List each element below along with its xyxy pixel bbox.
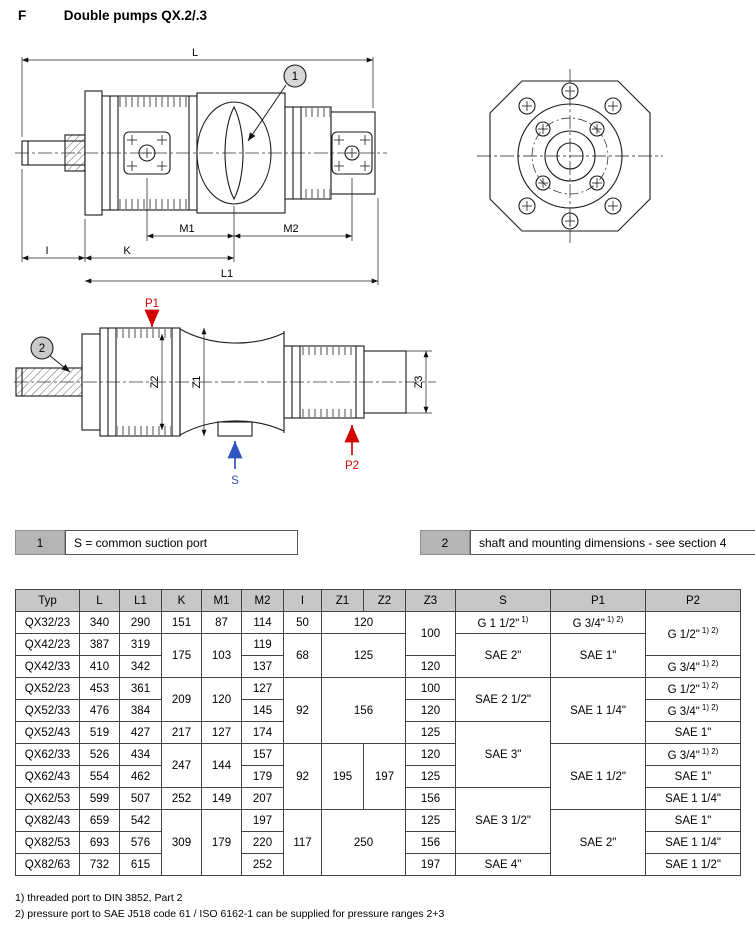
value-cell: 319 <box>120 634 162 656</box>
type-cell: QX52/33 <box>16 700 80 722</box>
value-cell: 209 <box>162 678 202 722</box>
value-cell: 732 <box>80 854 120 876</box>
value-cell: 207 <box>242 788 284 810</box>
value-cell: G 3/4" $^{1) 2)}$ <box>551 612 646 634</box>
footnotes <box>15 891 444 923</box>
value-cell: 125 <box>322 634 406 678</box>
type-cell: QX82/53 <box>16 832 80 854</box>
value-cell: 526 <box>80 744 120 766</box>
dimension-table-body <box>16 612 741 876</box>
value-cell: 599 <box>80 788 120 810</box>
value-cell: 145 <box>242 700 284 722</box>
value-cell: 290 <box>120 612 162 634</box>
value-cell: 92 <box>284 678 322 744</box>
column-header: K <box>162 590 202 612</box>
column-header: Z1 <box>322 590 364 612</box>
value-cell: 156 <box>406 788 456 810</box>
dim-label-M2: M2 <box>283 223 299 235</box>
balloon-2-number: 2 <box>38 343 46 355</box>
value-cell: G 3/4" $^{1) 2)}$ <box>646 656 741 678</box>
balloon-2 <box>31 337 70 372</box>
value-cell: 137 <box>242 656 284 678</box>
value-cell: 247 <box>162 744 202 788</box>
value-cell: SAE 1 1/2" <box>551 744 646 810</box>
dim-label-Z3: Z3 <box>413 375 425 389</box>
type-cell: QX52/23 <box>16 678 80 700</box>
type-cell: QX32/23 <box>16 612 80 634</box>
value-cell: 156 <box>406 832 456 854</box>
type-cell: QX62/33 <box>16 744 80 766</box>
value-cell: 125 <box>406 810 456 832</box>
value-cell: SAE 1 1/4" <box>551 678 646 744</box>
value-cell: 127 <box>242 678 284 700</box>
value-cell: 252 <box>162 788 202 810</box>
column-header: L1 <box>120 590 162 612</box>
port-label-s: S <box>231 475 239 487</box>
value-cell: 117 <box>284 810 322 876</box>
value-cell: SAE 3 1/2" <box>456 788 551 854</box>
table-row <box>16 634 741 656</box>
column-header: Typ <box>16 590 80 612</box>
type-cell: QX52/43 <box>16 722 80 744</box>
column-header: Z3 <box>406 590 456 612</box>
value-cell: 361 <box>120 678 162 700</box>
type-cell: QX82/43 <box>16 810 80 832</box>
dim-label-M1: M1 <box>179 223 195 235</box>
type-cell: QX62/53 <box>16 788 80 810</box>
table-row <box>16 678 741 700</box>
value-cell: 197 <box>406 854 456 876</box>
value-cell: G 1/2" $^{1) 2)}$ <box>646 612 741 656</box>
value-cell: 125 <box>406 722 456 744</box>
value-cell: G 3/4" $^{1) 2)}$ <box>646 744 741 766</box>
dim-label-L: L <box>191 47 199 59</box>
column-header: S <box>456 590 551 612</box>
column-header: Z2 <box>364 590 406 612</box>
column-header: P1 <box>551 590 646 612</box>
value-cell: 252 <box>242 854 284 876</box>
drawing-top <box>15 44 740 296</box>
value-cell: 462 <box>120 766 162 788</box>
type-cell: QX62/43 <box>16 766 80 788</box>
value-cell: 175 <box>162 634 202 678</box>
value-cell: 659 <box>80 810 120 832</box>
value-cell: 120 <box>202 678 242 722</box>
table-row <box>16 744 741 766</box>
footnote: 2) pressure port to SAE J518 code 61 / ISO 6162-1 can be supplied for pressure ranges 2+3 <box>15 907 445 920</box>
value-cell: SAE 4" <box>456 854 551 876</box>
column-header: M2 <box>242 590 284 612</box>
value-cell: G 1 1/2" $^{1)}$ <box>456 612 551 634</box>
value-cell: SAE 2" <box>456 634 551 678</box>
value-cell: 120 <box>406 744 456 766</box>
dim-label-Z1: Z1 <box>191 375 203 389</box>
balloon-1-number: 1 <box>291 71 299 83</box>
column-header: L <box>80 590 120 612</box>
value-cell: 114 <box>242 612 284 634</box>
value-cell: 92 <box>284 744 322 810</box>
value-cell: 87 <box>202 612 242 634</box>
column-header: I <box>284 590 322 612</box>
value-cell: 340 <box>80 612 120 634</box>
section-letter: F <box>18 8 27 23</box>
port-label-p2: P2 <box>344 460 360 472</box>
value-cell: 220 <box>242 832 284 854</box>
value-cell: 100 <box>406 612 456 656</box>
value-cell: SAE 1" <box>646 722 741 744</box>
table-row <box>16 810 741 832</box>
value-cell: 120 <box>406 656 456 678</box>
value-cell: 542 <box>120 810 162 832</box>
callout-1-number: 1 <box>15 530 65 555</box>
value-cell: 387 <box>80 634 120 656</box>
value-cell: 149 <box>202 788 242 810</box>
value-cell: 554 <box>80 766 120 788</box>
value-cell: 50 <box>284 612 322 634</box>
table-row <box>16 612 741 634</box>
value-cell: 151 <box>162 612 202 634</box>
value-cell: 476 <box>80 700 120 722</box>
value-cell: 342 <box>120 656 162 678</box>
page-title: Double pumps QX.2/.3 <box>63 8 208 23</box>
value-cell: 615 <box>120 854 162 876</box>
value-cell: 127 <box>202 722 242 744</box>
value-cell: 144 <box>202 744 242 788</box>
value-cell: 410 <box>80 656 120 678</box>
callout-2-number: 2 <box>420 530 470 555</box>
value-cell: 217 <box>162 722 202 744</box>
value-cell: 120 <box>322 612 406 634</box>
callout-1-text: S = common suction port <box>65 530 298 555</box>
table-header-row <box>16 590 741 612</box>
dim-label-K: K <box>123 245 131 257</box>
type-cell: QX82/63 <box>16 854 80 876</box>
value-cell: SAE 1" <box>646 766 741 788</box>
value-cell: 519 <box>80 722 120 744</box>
dim-label-I: I <box>45 245 49 257</box>
value-cell: 197 <box>242 810 284 832</box>
value-cell: 119 <box>242 634 284 656</box>
value-cell: SAE 1" <box>646 810 741 832</box>
dim-label-L1: L1 <box>220 268 234 280</box>
port-label-p1: P1 <box>144 298 160 310</box>
drawing-bottom <box>12 298 452 503</box>
value-cell: 174 <box>242 722 284 744</box>
value-cell: SAE 1 1/4" <box>646 832 741 854</box>
value-cell: 197 <box>364 744 406 810</box>
value-cell: SAE 3" <box>456 722 551 788</box>
value-cell: G 1/2" $^{1) 2)}$ <box>646 678 741 700</box>
pump-shaft <box>22 135 85 171</box>
dim-label-Z2: Z2 <box>149 375 161 389</box>
value-cell: 250 <box>322 810 406 876</box>
value-cell: 453 <box>80 678 120 700</box>
callout-2 <box>420 530 755 555</box>
value-cell: 156 <box>322 678 406 744</box>
value-cell: 693 <box>80 832 120 854</box>
value-cell: SAE 1 1/2" <box>646 854 741 876</box>
value-cell: 427 <box>120 722 162 744</box>
value-cell: 103 <box>202 634 242 678</box>
value-cell: 125 <box>406 766 456 788</box>
value-cell: SAE 1 1/4" <box>646 788 741 810</box>
value-cell: G 3/4" $^{1) 2)}$ <box>646 700 741 722</box>
value-cell: SAE 2 1/2" <box>456 678 551 722</box>
page-header <box>18 8 207 23</box>
value-cell: 157 <box>242 744 284 766</box>
value-cell: SAE 1" <box>551 634 646 678</box>
type-cell: QX42/23 <box>16 634 80 656</box>
callout-2-text: shaft and mounting dimensions - see section 4 <box>470 530 755 555</box>
value-cell: 434 <box>120 744 162 766</box>
value-cell: 195 <box>322 744 364 810</box>
value-cell: 179 <box>242 766 284 788</box>
callout-1 <box>15 530 298 555</box>
value-cell: 120 <box>406 700 456 722</box>
value-cell: 384 <box>120 700 162 722</box>
value-cell: 309 <box>162 810 202 876</box>
value-cell: SAE 2" <box>551 810 646 876</box>
pump-end-view <box>477 69 663 243</box>
value-cell: 507 <box>120 788 162 810</box>
dimension-table <box>15 589 741 876</box>
value-cell: 576 <box>120 832 162 854</box>
footnote: 1) threaded port to DIN 3852, Part 2 <box>15 892 183 904</box>
value-cell: 68 <box>284 634 322 678</box>
column-header: P2 <box>646 590 741 612</box>
value-cell: 100 <box>406 678 456 700</box>
type-cell: QX42/33 <box>16 656 80 678</box>
column-header: M1 <box>202 590 242 612</box>
value-cell: 179 <box>202 810 242 876</box>
